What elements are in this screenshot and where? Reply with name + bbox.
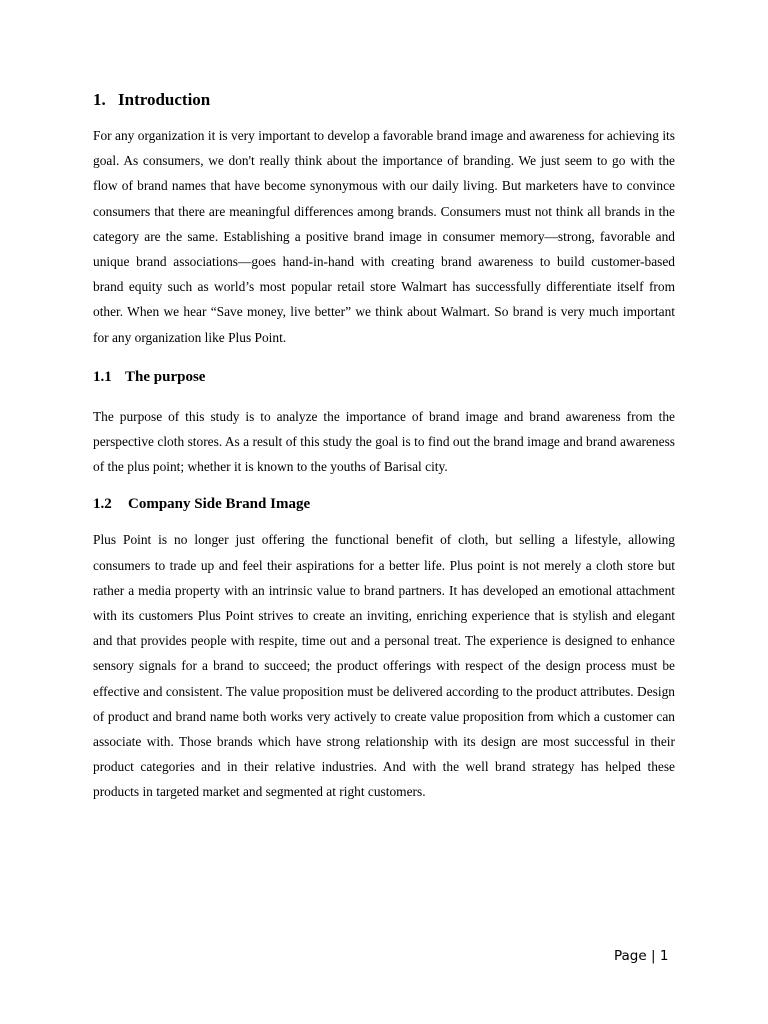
- section-number: 1.2: [93, 496, 112, 513]
- section-title: Introduction: [118, 90, 211, 109]
- introduction-paragraph: For any organization it is very important to develop a favorable brand image and awareness for achieving its goal. As consumers, we don't really think about the importance of branding. We just seem to go with the flow of brand names that have become synonymous with our daily living. But marketers have to convince consumers that there are meaningful differences among brands. Consumers must not think all brands in the category are the same. Establishing a positive brand image in consumer memory—strong, favorable and unique brand associations—goes hand-in-hand with creating brand awareness to build customer-based brand equity such as world’s most popular retail store Walmart has successfully differentiate itself from other. When we hear “Save money, live better” we think about Walmart. So brand is very much important for any organization like Plus Point.: [93, 128, 675, 345]
- section-number: 1.1: [93, 368, 112, 385]
- company-brand-image-paragraph: Plus Point is no longer just offering the functional benefit of cloth, but selling a lifestyle, allowing consumers to trade up and feel their aspirations for a better life. Plus point is not merely a cloth store but rather a media property with an intrinsic value to brand partners. It has developed an emotional attachment with its customers Plus Point strives to create an inviting, enriching experience that is stylish and elegant and that provides people with respite, time out and a personal treat. The experience is designed to enhance sensory signals for a brand to succeed; the product offerings with respect of the design process must be effective and consistent. The value proposition must be delivered according to the product attributes. Design of product and brand name both works very actively to create value proposition from which a customer can associate with. Those brands which have strong relationship with its design are most successful in their product categories and in their relative industries. And with the well brand strategy has helped these products in targeted market and segmented at right customers.: [93, 532, 675, 800]
- section-title: Company Side Brand Image: [128, 496, 311, 513]
- section-number: 1.: [93, 90, 106, 109]
- page-content: [93, 88, 675, 805]
- section-heading-company-brand-image: [93, 493, 675, 515]
- section-title: The purpose: [125, 368, 206, 385]
- section-heading-introduction: [93, 88, 675, 112]
- purpose-paragraph: The purpose of this study is to analyze the importance of brand image and brand awareness from the perspective cloth stores. As a result of this study the goal is to find out the brand image and brand awareness of the plus point; whether it is known to the youths of Barisal city.: [93, 408, 675, 475]
- page-number-footer: Page | 1: [614, 948, 669, 964]
- section-heading-purpose: [93, 366, 675, 388]
